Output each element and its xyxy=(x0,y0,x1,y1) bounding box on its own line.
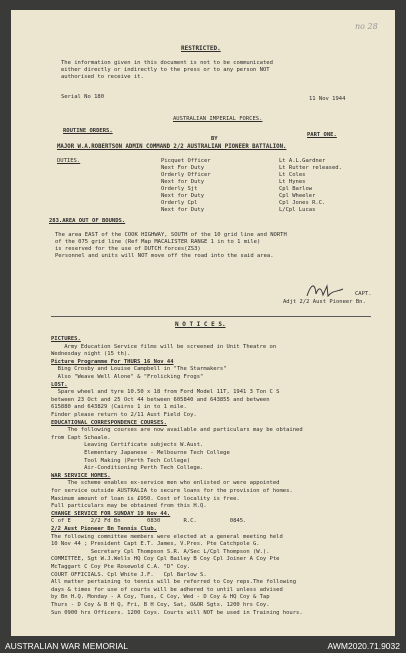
body-line: Wednesday night (15 th). xyxy=(51,351,131,358)
archive-footer xyxy=(0,638,406,653)
body-line: for service outside AUSTRALIA to secure loans for the provision of homes. xyxy=(51,488,293,494)
bounds-line: Personnel and units will NOT move off the road into the said area. xyxy=(55,253,274,259)
body-line: Also "Weave Well Alone" & "Frolicking Frogs" xyxy=(51,374,204,380)
bounds-line: is reserved for the use of DUTCH forces(ZS3) xyxy=(55,246,201,252)
body-line: McTaggart C Coy Pte Rosewold C.A. "D" Coy. xyxy=(51,564,191,570)
section-heading: EDUCATIONAL CORRESPONDENCE COURSES. xyxy=(51,419,167,426)
section-heading: WAR SERVICE HOMES. xyxy=(51,472,111,479)
body-line: Full particulars may be obtained from this H.Q. xyxy=(51,503,207,510)
duty-name: Cpl Barlow xyxy=(279,186,313,192)
command-line: MAJOR W.A.ROBERTSON ADMIN COMMAND 2/2 AUSTRALIAN PIONEER BATTALION. xyxy=(57,144,287,150)
duty-name: Lt Hynes xyxy=(279,179,306,185)
body-line: All matter pertaining to tennis will be referred to Coy reps.The following xyxy=(51,579,297,586)
part-label: PART ONE. xyxy=(307,132,337,138)
divider xyxy=(51,316,371,317)
document-page xyxy=(11,10,395,636)
body-line: COMMITTEE, Sgt W.J.Wells HQ Coy Cpl Bailey B Coy Cpl Joiner A Coy Pte xyxy=(51,556,280,563)
corner-note: no 28 xyxy=(355,22,378,31)
section-heading: 2/2 Aust Pioneer Bn Tennis Club. xyxy=(51,526,157,532)
duty-name: L/Cpl Lucas xyxy=(279,207,316,213)
routine-orders-title: ROUTINE ORDERS. xyxy=(63,128,113,134)
section-heading: PICTURES. xyxy=(51,336,81,342)
by-label: BY xyxy=(211,136,218,142)
signature-title: CAPT. xyxy=(355,291,372,297)
body-line: Finder please return to 2/11 Aust Field Coy. xyxy=(51,412,197,418)
intro-line: The information given in this document is not to be communicated xyxy=(61,60,273,66)
bounds-line: of the 075 grid line (Ref Map MACALISTER RANGE 1 in to 1 mile) xyxy=(55,239,261,245)
body-line: COURT OFFICIALS. Cpl White J.F. Cpl Barlow S. xyxy=(51,571,207,578)
bounds-line: The area EAST of the COOK HIGHWAY, SOUTH of the 10 grid line and NORTH xyxy=(55,232,287,238)
duty-name: Cpl Jones R.C. xyxy=(279,200,326,206)
body-line: The scheme enables ex-service men who enlisted or were appointed xyxy=(51,480,280,487)
body-line: Army Education Service films will be screened in Unit Theatre on xyxy=(51,343,277,350)
body-line: Maximum amount of loan is £950. Cost of locality is free. xyxy=(51,495,240,502)
force-title: AUSTRALIAN IMPERIAL FORCES. xyxy=(173,116,263,122)
duty-role: Orderly Sjt xyxy=(161,186,198,192)
section-heading: CHANGE SERVICE FOR SUNDAY 19 Nov 44. xyxy=(51,510,171,517)
body-line: Elementary Japanese - Melbourne Tech College xyxy=(51,450,230,456)
footer-right: AWM2020.71.9032 xyxy=(327,641,400,651)
duty-role: Next for Duty xyxy=(161,193,205,199)
signature-role: Adjt 2/2 Aust Pioneer Bn. xyxy=(283,299,366,305)
body-line: days & times for use of courts will be adhered to until unless advised xyxy=(51,586,283,593)
body-line: The following committee members were elected at a general meeting held xyxy=(51,533,283,540)
bounds-title: 283.AREA OUT OF BOUNDS. xyxy=(49,218,126,224)
duty-role: Next For Duty xyxy=(161,165,205,171)
body-line: 615880 and 643829 (Cairns 1 in to 1 mile. xyxy=(51,404,187,411)
body-line: Secretary Cpl Thompson S.R. A/Sec L/Cpl Thompson (W.). xyxy=(51,548,270,555)
duty-role: Next for Duty xyxy=(161,207,205,213)
body-line: Thurs - D Coy & B H Q, Fri, B H Coy, Sat, O&OR Sgts. 1200 hrs Coy. xyxy=(51,602,270,608)
body-line: from Capt Schaale. xyxy=(51,434,111,441)
body-line: by Bn H.Q. Monday - A Coy, Tues, C Coy, Wed - D Coy & HQ Coy & Tap xyxy=(51,594,270,601)
duty-role: Orderly Cpl xyxy=(161,200,198,206)
restricted-heading: RESTRICTED. xyxy=(181,45,221,52)
duty-role: Next for Duty xyxy=(161,179,205,185)
duty-name: Lt A.L.Gardner xyxy=(279,158,326,164)
section-heading: LOST. xyxy=(51,381,68,388)
duty-name: Lt Rutter released. xyxy=(279,165,342,171)
body-line: Tool Making (Perth Tech College) xyxy=(51,457,191,464)
serial-number: Serial No 180 xyxy=(61,94,105,100)
body-line: Air-Conditioning Perth Tech College. xyxy=(51,465,204,472)
duty-name: Lt Coles xyxy=(279,172,306,178)
body-line: Bing Crosby and Louise Campbell in "The Starmakers" xyxy=(51,366,227,373)
footer-left: AUSTRALIAN WAR MEMORIAL xyxy=(5,641,128,651)
duty-role: Orderly Officer xyxy=(161,172,211,178)
section-heading: Picture Programme For THURS 16 Nov 44 xyxy=(51,358,174,365)
duties-label: DUTIES. xyxy=(57,158,81,164)
body-line: The following courses are now available and particulars may be obtained xyxy=(51,427,303,434)
duty-name: Cpl Wheeler xyxy=(279,193,316,199)
body-line: Sun 0900 hrs Officers. 1200 Coys. Courts will NOT be used in Training hours. xyxy=(51,609,303,616)
order-date: 11 Nov 1944 xyxy=(309,96,346,102)
intro-line: authorised to receive it. xyxy=(61,74,144,80)
intro-line: either directly or indirectly to the press or to any person NOT xyxy=(61,67,270,73)
body-line: C of E 2/2 Fd Bn 0830 R.C. 0845. xyxy=(51,518,247,525)
duty-role: Picquet Officer xyxy=(161,158,211,164)
notices-title: N O T I C E S. xyxy=(175,321,226,328)
body-line: Leaving Certificate subjects W.Aust. xyxy=(51,442,204,449)
body-line: Spare wheel and tyre 10.50 x 18 from Ford Model 11T, 1941 3 Ton C S xyxy=(51,389,280,396)
body-line: 10 Nov 44 ; President Capt E.T. James, V.Pres. Pte Catchpole G. xyxy=(51,541,260,548)
body-line: between 23 Oct and 25 Oct 44 between 605840 and 643855 and between xyxy=(51,396,270,403)
